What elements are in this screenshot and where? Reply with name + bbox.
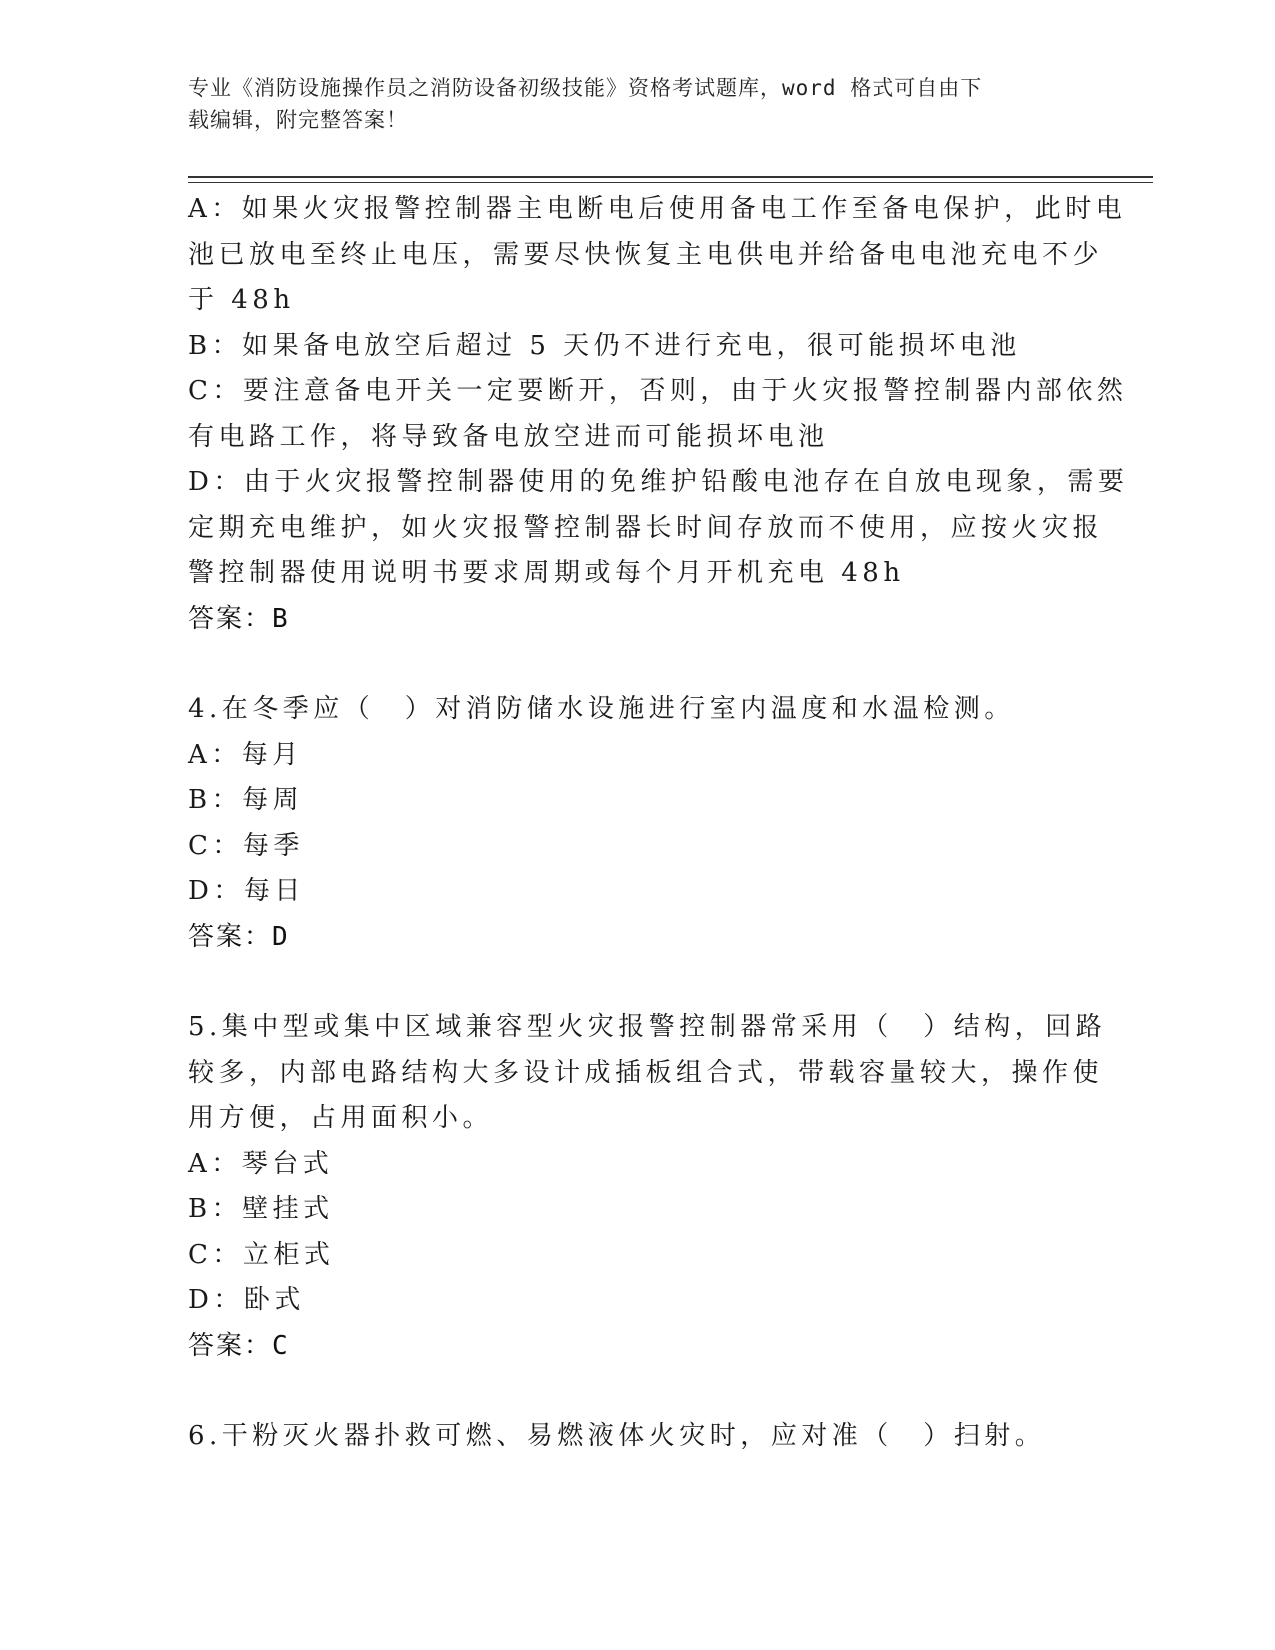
q4-option-b: B：每周 — [188, 785, 304, 815]
q3-option-d-line-3: 警控制器使用说明书要求周期或每个月开机充电 48h — [188, 558, 905, 588]
q3-option-d — [188, 460, 1129, 597]
q5-option-c: C：立柜式 — [188, 1239, 335, 1270]
header-line-1: 专业《消防设施操作员之消防设备初级技能》资格考试题库，word 格式可自由下 — [188, 76, 983, 100]
spacer — [188, 1369, 1088, 1414]
q5-option-d: D：卧式 — [188, 1285, 305, 1315]
q5-stem — [188, 1005, 1107, 1142]
q5-answer: 答案：C — [188, 1330, 290, 1361]
q4-option-c: C：每季 — [188, 830, 304, 861]
q3-option-c-line-1: C：要注意备电开关一定要断开，否则，由于火灾报警控制器内部依然 — [188, 376, 1128, 406]
q3-option-d-line-1: D：由于火灾报警控制器使用的免维护铅酸电池存在自放电现象，需要 — [188, 467, 1129, 497]
q5-stem-line-1: 5.集中型或集中区域兼容型火灾报警控制器常采用（ ）结构，回路 — [188, 1012, 1107, 1042]
header-rule-thin — [188, 182, 1153, 183]
question-content — [188, 187, 1129, 1460]
q3-option-b: B：如果备电放空后超过 5 天仍不进行充电，很可能损坏电池 — [188, 330, 1021, 361]
q4-answer: 答案：D — [188, 921, 290, 952]
q3-option-a-line-2: 池已放电至终止电压，需要尽快恢复主电供电并给备电电池充电不少 — [188, 239, 1104, 270]
q3-option-c-line-2: 有电路工作，将导致备电放空进而可能损坏电池 — [188, 421, 829, 452]
q3-option-c — [188, 369, 1128, 460]
q5-stem-line-3: 用方便，占用面积小。 — [188, 1103, 494, 1133]
header-rule-thick — [188, 176, 1153, 178]
q3-option-a-line-1: A：如果火灾报警控制器主电断电后使用备电工作至备电保护，此时电 — [188, 194, 1127, 224]
q3-answer: 答案：B — [188, 603, 290, 634]
spacer — [188, 642, 1088, 687]
q4-option-a: A：每月 — [188, 739, 303, 770]
header-line-2: 载编辑，附完整答案！ — [188, 108, 408, 132]
q4-option-d: D：每日 — [188, 876, 305, 906]
q3-option-d-line-2: 定期充电维护，如火灾报警控制器长时间存放而不使用，应按火灾报 — [188, 512, 1104, 543]
q3-option-a-line-3: 于 48h — [188, 285, 295, 315]
spacer — [188, 960, 1088, 1005]
q5-option-b: B：壁挂式 — [188, 1194, 334, 1224]
document-header — [188, 72, 1068, 136]
q4-stem: 4.在冬季应（ ）对消防储水设施进行室内温度和水温检测。 — [188, 694, 1015, 724]
q5-option-a: A：琴台式 — [188, 1148, 334, 1179]
q5-stem-line-2: 较多，内部电路结构大多设计成插板组合式，带载容量较大，操作使 — [188, 1057, 1104, 1088]
q6-stem: 6.干粉灭火器扑救可燃、易燃液体火灾时，应对准（ ）扫射。 — [188, 1421, 1046, 1451]
q3-option-a — [188, 187, 1127, 324]
